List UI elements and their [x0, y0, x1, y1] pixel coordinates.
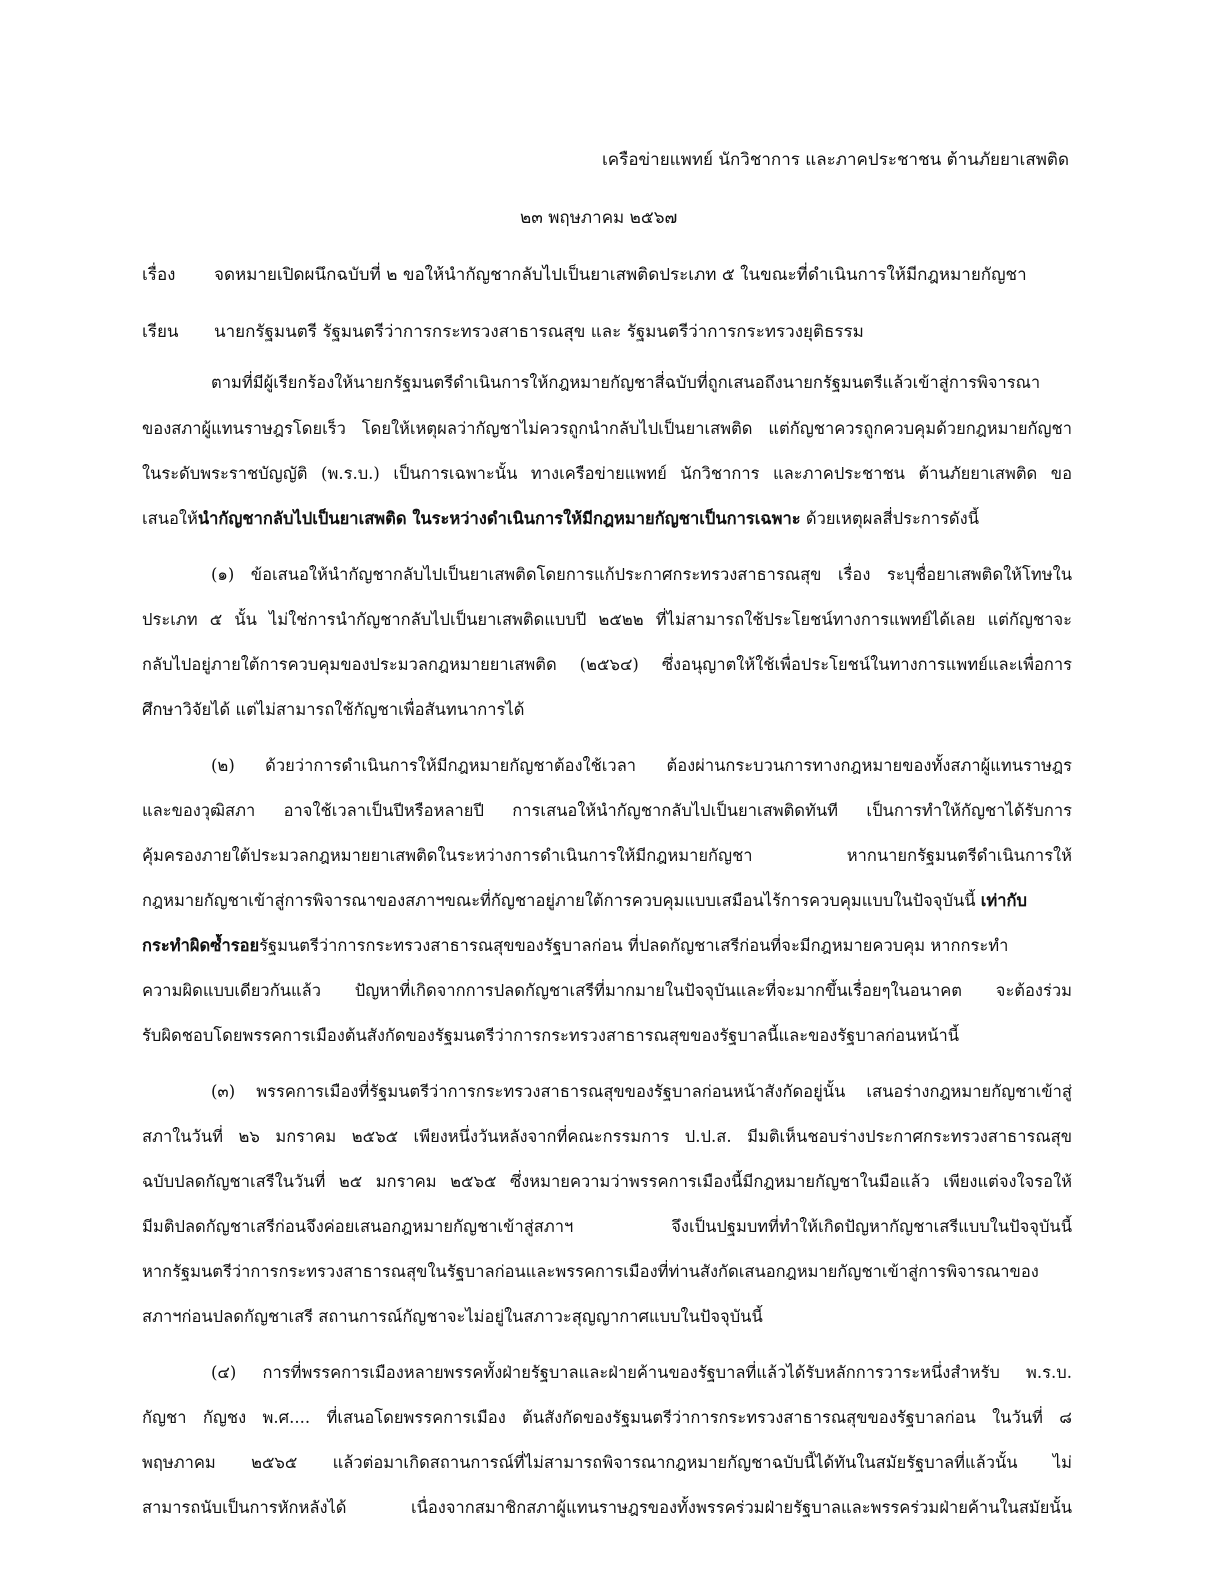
- p4-line: พฤษภาคม ๒๕๖๕ แล้วต่อมาเกิดสถานการณ์ที่ไม่สามารถพิจารณากฎหมายกัญชาฉบับนี้ได้ทันในสมัยรัฐบาลที่แล้วนั้น ไม่: [142, 1453, 1072, 1472]
- letter-date: ๒๓ พฤษภาคม ๒๕๖๗: [520, 208, 678, 228]
- intro-text: เสนอให้: [142, 509, 198, 528]
- p1-line: ศึกษาวิจัยได้ แต่ไม่สามารถใช้กัญชาเพื่อสันทนาการได้: [142, 700, 525, 719]
- sender-organization: เครือข่ายแพทย์ นักวิชาการ และภาคประชาชน ต้านภัยยาเสพติด: [602, 150, 1069, 170]
- p3-line: สภาฯก่อนปลดกัญชาเสรี สถานการณ์กัญชาจะไม่อยู่ในสภาวะสุญญากาศแบบในปัจจุบันนี้: [142, 1307, 763, 1326]
- recipient-row: [142, 318, 864, 345]
- intro-line: ในระดับพระราชบัญญัติ (พ.ร.บ.) เป็นการเฉพาะนั้น ทางเครือข่ายแพทย์ นักวิชาการ และภาคประชาชน ต้านภัยยาเสพติด ขอ: [142, 464, 1072, 483]
- p4-line: กัญชา กัญชง พ.ศ.... ที่เสนอโดยพรรคการเมือง ต้นสังกัดของรัฐมนตรีว่าการกระทรวงสาธารณสุขของรัฐบาลก่อน ในวันที่ ๘: [142, 1408, 1072, 1427]
- intro-line: ตามที่มีผู้เรียกร้องให้นายกรัฐมนตรีดำเนินการให้กฎหมายกัญชาสี่ฉบับที่ถูกเสนอถึงนายกรัฐมนตรีแล้วเข้าสู่การพิจารณา: [211, 373, 1041, 392]
- p2-line: [142, 934, 1072, 958]
- intro-emphasis: นำกัญชากลับไปเป็นยาเสพติด ในระหว่างดำเนินการให้มีกฎหมายกัญชาเป็นการเฉพาะ: [197, 509, 801, 528]
- subject-text: จดหมายเปิดผนึกฉบับที่ ๒ ขอให้นำกัญชากลับไปเป็นยาเสพติดประเภท ๕ ในขณะที่ดำเนินการให้มีกฎหมายกัญชา: [214, 265, 1027, 285]
- p3-line: มีมติปลดกัญชาเสรีก่อนจึงค่อยเสนอกฎหมายกัญชาเข้าสู่สภาฯ จึงเป็นปฐมบทที่ทำให้เกิดปัญหากัญชาเสรีแบบในปัจจุบันนี้: [142, 1217, 1072, 1236]
- p4-line: สามารถนับเป็นการหักหลังได้ เนื่องจากสมาชิกสภาผู้แทนราษฎรของทั้งพรรคร่วมฝ่ายรัฐบาลและพรรคร่วมฝ่ายค้านในสมัยนั้น: [142, 1498, 1072, 1517]
- p2-line: และของวุฒิสภา อาจใช้เวลาเป็นปีหรือหลายปี การเสนอให้นำกัญชากลับไปเป็นยาเสพติดทันที เป็นการทำให้กัญชาได้รับการ: [142, 801, 1072, 820]
- p1-line: (๑) ข้อเสนอให้นำกัญชากลับไปเป็นยาเสพติดโดยการแก้ประกาศกระทรวงสาธารณสุข เรื่อง ระบุชื่อยาเสพติดให้โทษใน: [211, 565, 1072, 584]
- p1-line: ประเภท ๕ นั้น ไม่ใช่การนำกัญชากลับไปเป็นยาเสพติดแบบปี ๒๕๒๒ ที่ไม่สามารถใช้ประโยชน์ทางการแพทย์ได้เลย แต่กัญชาจะ: [142, 610, 1072, 629]
- p2-line: รับผิดชอบโดยพรรคการเมืองต้นสังกัดของรัฐมนตรีว่าการกระทรวงสาธารณสุขของรัฐบาลนี้และของรัฐบาลก่อนหน้านี้: [142, 1026, 960, 1045]
- subject-label: เรื่อง: [142, 265, 176, 285]
- p2-text: รัฐมนตรีว่าการกระทรวงสาธารณสุขของรัฐบาลก่อน ที่ปลดกัญชาเสรีก่อนที่จะมีกฎหมายควบคุม หากกระทำ: [259, 936, 1009, 955]
- recipient-text: นายกรัฐมนตรี รัฐมนตรีว่าการกระทรวงสาธารณสุข และ รัฐมนตรีว่าการกระทรวงยุติธรรม: [214, 322, 864, 342]
- p2-emphasis: กระทำผิดซ้ำรอย: [142, 936, 260, 955]
- intro-line: [142, 507, 1072, 531]
- subject-row: [142, 261, 1027, 288]
- p2-text: กฎหมายกัญชาเข้าสู่การพิจารณาของสภาฯขณะที่กัญชาอยู่ภายใต้การควบคุมแบบเสมือนไร้การควบคุมแบบในปัจจุบันนี้: [142, 891, 981, 910]
- p2-line: ความผิดแบบเดียวกันแล้ว ปัญหาที่เกิดจากการปลดกัญชาเสรีที่มากมายในปัจจุบันและที่จะมากขึ้นเรื่อยๆในอนาคต จะต้องร่วม: [142, 981, 1072, 1000]
- p4-line: (๔) การที่พรรคการเมืองหลายพรรคทั้งฝ่ายรัฐบาลและฝ่ายค้านของรัฐบาลที่แล้วได้รับหลักการวาระหนึ่งสำหรับ พ.ร.บ.: [211, 1363, 1072, 1382]
- p3-line: (๓) พรรคการเมืองที่รัฐมนตรีว่าการกระทรวงสาธารณสุขของรัฐบาลก่อนหน้าสังกัดอยู่นั้น เสนอร่างกฎหมายกัญชาเข้าสู่: [211, 1082, 1072, 1101]
- p2-line: (๒) ด้วยว่าการดำเนินการให้มีกฎหมายกัญชาต้องใช้เวลา ต้องผ่านกระบวนการทางกฎหมายของทั้งสภาผู้แทนราษฎร: [211, 756, 1072, 775]
- p2-line: คุ้มครองภายใต้ประมวลกฎหมายยาเสพติดในระหว่างการดำเนินการให้มีกฎหมายกัญชา หากนายกรัฐมนตรีดำเนินการให้: [142, 846, 1072, 865]
- p3-line: ฉบับปลดกัญชาเสรีในวันที่ ๒๕ มกราคม ๒๕๖๕ ซึ่งหมายความว่าพรรคการเมืองนี้มีกฎหมายกัญชาในมือแล้ว เพียงแต่จงใจรอให้: [142, 1172, 1072, 1191]
- p2-emphasis: เท่ากับ: [980, 891, 1027, 910]
- recipient-label: เรียน: [142, 322, 179, 342]
- p2-line: [142, 889, 1072, 913]
- intro-text: ด้วยเหตุผลสี่ประการดังนี้: [800, 509, 979, 528]
- intro-line: ของสภาผู้แทนราษฎรโดยเร็ว โดยให้เหตุผลว่ากัญชาไม่ควรถูกนำกลับไปเป็นยาเสพติด แต่กัญชาควรถูกควบคุมด้วยกฎหมายกัญชา: [142, 419, 1072, 438]
- p3-line: หากรัฐมนตรีว่าการกระทรวงสาธารณสุขในรัฐบาลก่อนและพรรคการเมืองที่ท่านสังกัดเสนอกฎหมายกัญชาเข้าสู่การพิจารณาของ: [142, 1262, 1039, 1281]
- p3-line: สภาในวันที่ ๒๖ มกราคม ๒๕๖๕ เพียงหนึ่งวันหลังจากที่คณะกรรมการ ป.ป.ส. มีมติเห็นชอบร่างประกาศกระทรวงสาธารณสุข: [142, 1127, 1072, 1146]
- p1-line: กลับไปอยู่ภายใต้การควบคุมของประมวลกฎหมายยาเสพติด (๒๕๖๔) ซึ่งอนุญาตให้ใช้เพื่อประโยชน์ในทางการแพทย์และเพื่อการ: [142, 655, 1072, 674]
